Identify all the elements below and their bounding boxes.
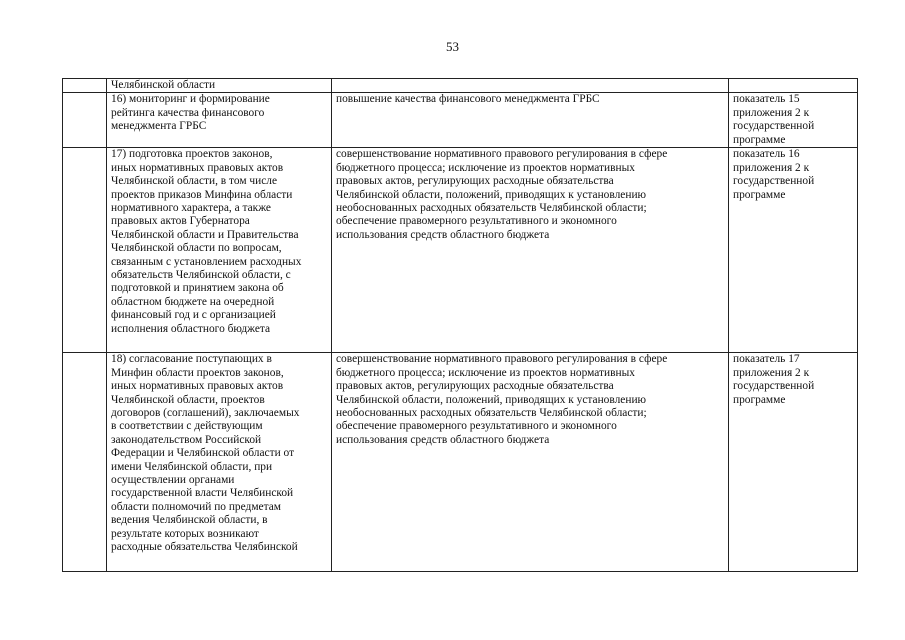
cell-text-line: Челябинской области по вопросам, (111, 242, 282, 255)
cell-text-line: Челябинской области, в том числе (111, 175, 277, 188)
cell-text-line: финансовый год и с организацией (111, 309, 276, 322)
cell-text-line: связанным с установлением расходных (111, 255, 302, 268)
cell-text-line: менеджмента ГРБС (111, 120, 207, 133)
result-cell (332, 79, 729, 93)
cell-text-line: иных нормативных правовых актов (111, 161, 284, 174)
page-number: 53 (446, 39, 459, 54)
task-cell (107, 353, 332, 572)
task-cell (107, 93, 332, 148)
cell-text-line: области полномочий по предметам (111, 500, 281, 513)
cell-text-line: бюджетного процесса; исключение из проектов нормативных (336, 366, 635, 379)
indicator-cell (729, 93, 858, 148)
table-row (63, 353, 858, 572)
cell-text-line: приложения 2 к (733, 161, 810, 174)
row-index-cell (63, 353, 107, 572)
cell-text-line: обязательств Челябинской области, с (111, 269, 291, 282)
cell-text-line: имени Челябинской области, при (111, 460, 273, 473)
cell-text-line: ведения Челябинской области, в (111, 514, 268, 527)
cell-text-line: обеспечение правомерного результативного и экономного (336, 420, 617, 433)
indicator-cell (729, 79, 858, 93)
cell-text-line: совершенствование нормативного правового регулирования в сфере (336, 353, 668, 366)
result-cell (332, 148, 729, 353)
cell-text-line: обеспечение правомерного результативного и экономного (336, 215, 617, 228)
cell-text-line: Челябинской области и Правительства (111, 228, 299, 241)
cell-text-line: Челябинской области, проектов (111, 393, 265, 406)
measures-table (62, 78, 858, 572)
measures-table-body (63, 79, 858, 572)
cell-text-line: расходные обязательства Челябинской (111, 541, 298, 554)
cell-text-line: Челябинской области, положений, приводящих к установлению (336, 188, 647, 201)
cell-text-line: договоров (соглашений), заключаемых (111, 407, 300, 420)
cell-text-line: Минфин области проектов законов, (111, 366, 284, 379)
cell-text-line: программе (733, 188, 786, 201)
cell-text-line: государственной (733, 175, 815, 188)
cell-text-line: необоснованных расходных обязательств Челябинской области; (336, 202, 647, 215)
cell-text-line: правовых актов, регулирующих расходные обязательства (336, 380, 614, 393)
result-cell (332, 353, 729, 572)
task-cell (107, 79, 332, 93)
cell-text-line: 17) подготовка проектов законов, (111, 148, 273, 161)
cell-text-line: необоснованных расходных обязательств Челябинской области; (336, 407, 647, 420)
cell-text-line: приложения 2 к (733, 106, 810, 119)
cell-text-line: 18) согласование поступающих в (111, 353, 272, 366)
result-cell (332, 93, 729, 148)
cell-text-line: государственной (733, 380, 815, 393)
cell-text-line: использования средств областного бюджета (336, 433, 550, 446)
cell-text-line: областном бюджете на очередной (111, 295, 275, 308)
cell-text-line: правовых актов Губернатора (111, 215, 250, 228)
cell-text-line: показатель 15 (733, 93, 800, 106)
indicator-cell (729, 148, 858, 353)
cell-text-line: бюджетного процесса; исключение из проектов нормативных (336, 161, 635, 174)
row-index-cell (63, 79, 107, 93)
cell-text-line: 16) мониторинг и формирование (111, 93, 270, 106)
cell-text-line: Челябинской области (111, 79, 216, 91)
indicator-cell (729, 353, 858, 572)
cell-text-line: государственной (733, 120, 815, 133)
cell-text-line: осуществлении органами (111, 474, 235, 487)
table-row (63, 148, 858, 353)
cell-text-line: проектов приказов Минфина области (111, 188, 293, 201)
cell-text-line: приложения 2 к (733, 366, 810, 379)
cell-text-line: государственной власти Челябинской (111, 487, 294, 500)
cell-text-line: программе (733, 393, 786, 406)
cell-text-line: иных нормативных правовых актов (111, 380, 284, 393)
cell-text-line: результате которых возникают (111, 527, 259, 540)
cell-text-line: программе (733, 133, 786, 146)
cell-text-line: показатель 17 (733, 353, 800, 366)
cell-text-line: показатель 16 (733, 148, 800, 161)
cell-text-line: подготовкой и принятием закона об (111, 282, 284, 295)
cell-text-line: законодательством Российской (111, 433, 262, 446)
cell-text-line: в соответствии с действующим (111, 420, 263, 433)
cell-text-line: нормативного характера, а также (111, 202, 271, 215)
cell-text-line: исполнения областного бюджета (111, 322, 271, 335)
table-row (63, 93, 858, 148)
cell-text-line: правовых актов, регулирующих расходные обязательства (336, 175, 614, 188)
cell-text-line: использования средств областного бюджета (336, 228, 550, 241)
cell-text-line: Федерации и Челябинской области от (111, 447, 295, 460)
cell-text-line: Челябинской области, положений, приводящих к установлению (336, 393, 647, 406)
cell-text-line: рейтинга качества финансового (111, 106, 265, 119)
task-cell (107, 148, 332, 353)
cell-text-line: совершенствование нормативного правового регулирования в сфере (336, 148, 668, 161)
row-index-cell (63, 148, 107, 353)
table-row (63, 79, 858, 93)
cell-text-line: повышение качества финансового менеджмента ГРБС (336, 93, 600, 106)
row-index-cell (63, 93, 107, 148)
